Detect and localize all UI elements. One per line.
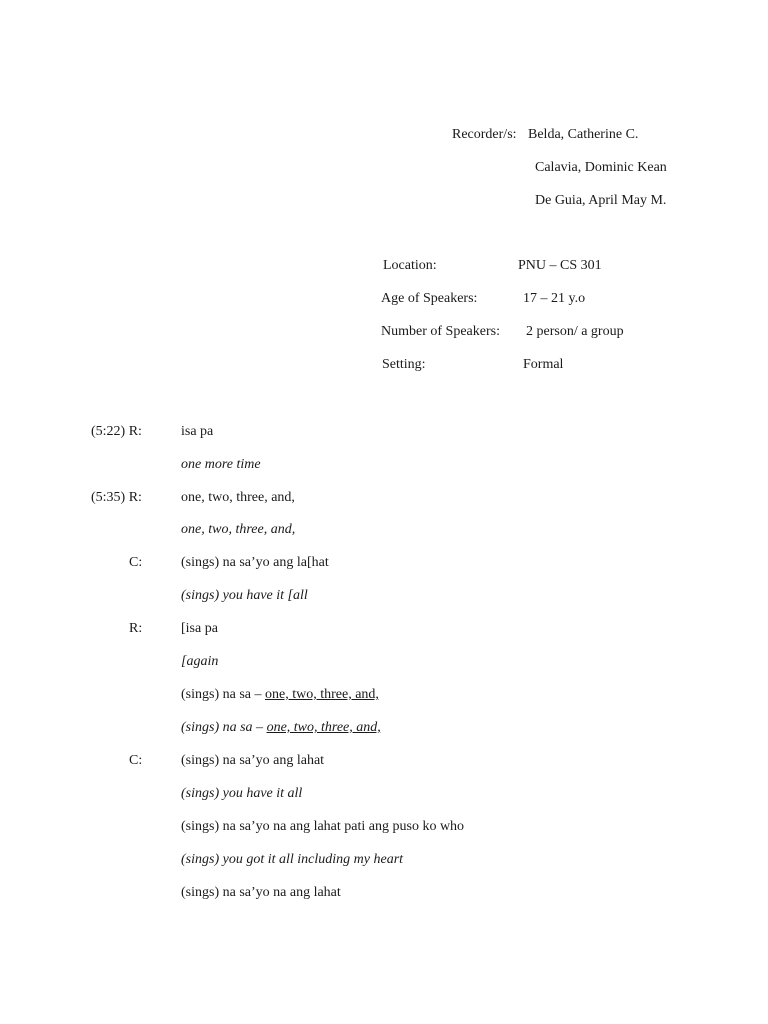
speaker-label: R: xyxy=(129,621,143,636)
setting-label: Setting: xyxy=(382,357,426,372)
utterance-translation: (sings) you got it all including my heart xyxy=(181,852,404,867)
speaker-timestamp-label: (5:35) R: xyxy=(91,490,142,505)
speaker-label: C: xyxy=(129,555,143,570)
location-label: Location: xyxy=(383,258,437,273)
translation-prefix: (sings) na sa – xyxy=(181,720,267,735)
utterance-text: one, two, three, and, xyxy=(181,490,295,505)
utterance-translation: (sings) you have it all xyxy=(181,786,303,801)
utterance-text: isa pa xyxy=(181,424,214,439)
recorder-name-1: Belda, Catherine C. xyxy=(528,127,639,142)
utterance-text: (sings) na sa’yo na ang lahat pati ang puso ko who xyxy=(181,819,465,834)
number-of-speakers-label: Number of Speakers: xyxy=(381,324,500,339)
utterance-text: (sings) na sa’yo ang la[hat xyxy=(181,555,329,570)
setting-value: Formal xyxy=(523,357,564,372)
utterance-text: (sings) na sa’yo na ang lahat xyxy=(181,885,341,900)
speaker-label: C: xyxy=(129,753,143,768)
recorder-name-3: De Guia, April May M. xyxy=(535,193,667,208)
age-value: 17 – 21 y.o xyxy=(523,291,586,306)
utterance-translation: one, two, three, and, xyxy=(181,522,296,537)
utterance-text xyxy=(181,686,379,704)
utterance-translation xyxy=(181,719,381,737)
utterance-text: (sings) na sa’yo ang lahat xyxy=(181,753,325,768)
location-value: PNU – CS 301 xyxy=(518,258,602,273)
utterance-translation: (sings) you have it [all xyxy=(181,588,308,603)
recorders-label: Recorder/s: xyxy=(452,127,517,142)
number-of-speakers-value: 2 person/ a group xyxy=(526,324,624,339)
utterance-translation: one more time xyxy=(181,457,261,472)
overlap-underlined-text: one, two, three, and, xyxy=(265,687,379,702)
utterance-prefix: (sings) na sa – xyxy=(181,687,265,702)
age-label: Age of Speakers: xyxy=(381,291,478,306)
utterance-translation: [again xyxy=(181,654,219,669)
recorder-name-2: Calavia, Dominic Kean xyxy=(535,160,667,175)
utterance-text: [isa pa xyxy=(181,621,218,636)
speaker-timestamp-label: (5:22) R: xyxy=(91,424,142,439)
overlap-underlined-translation: one, two, three, and, xyxy=(266,720,381,735)
